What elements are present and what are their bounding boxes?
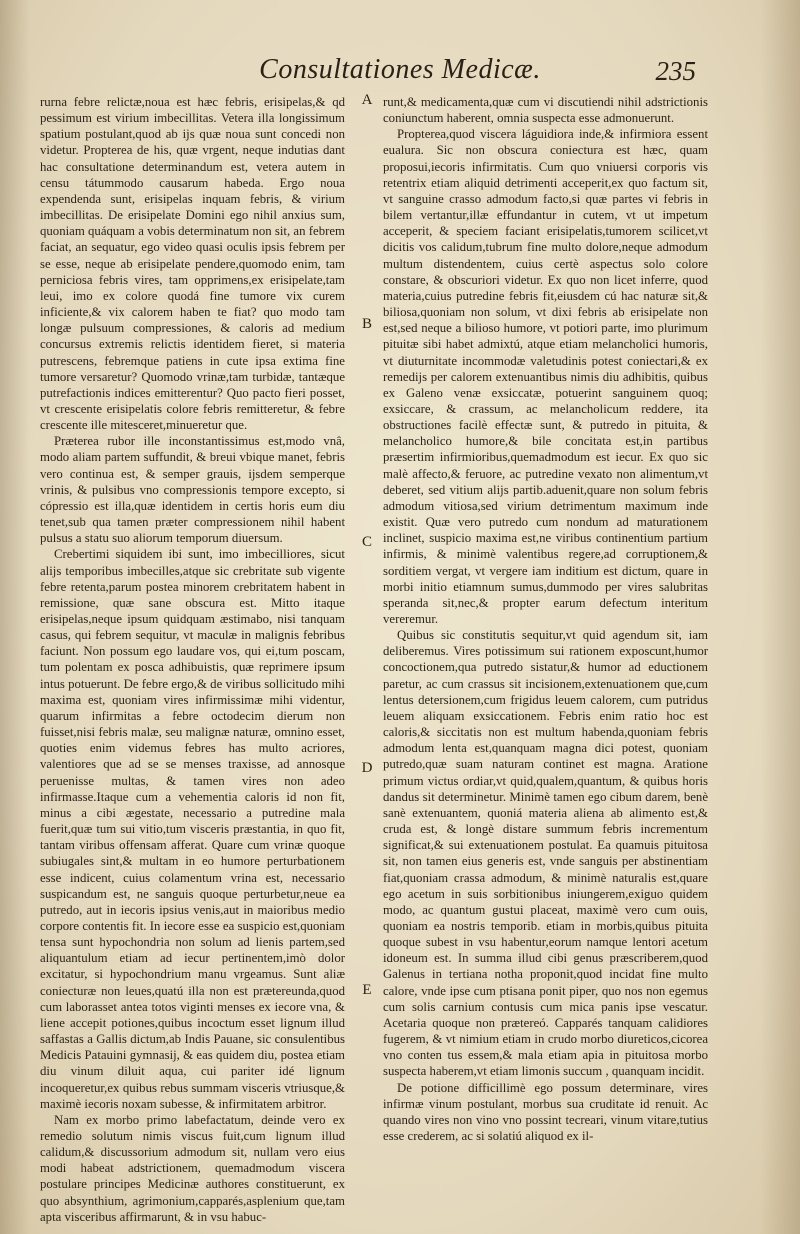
page-number: 235: [655, 56, 696, 86]
left-text-column: [40, 94, 345, 1225]
section-marker-d: D: [361, 760, 373, 776]
section-marker-b: B: [361, 316, 372, 332]
paragraph: De potione difficillimè ego possum determinare, vires infirmæ vinum postulant, morbus sua cruditate id renuit. Ac quando vires non vino vno possint tecreari, vinum vitare,tutius esse crederem, ac si solatiú aliquod ex il-: [383, 1080, 708, 1143]
paragraph: runt,& medicamenta,quæ cum vi discutiendi nihil adstrictionis coniunctum haberent, omnia suspecta esse admonuerunt.: [383, 95, 708, 126]
paragraph: Nam ex morbo primo labefactatum, deinde vero ex remedio solutum nimis viscus fuit,cum lignum illud calidum,& discussorium admodum sit, nullam vero eius modi habeat adstrictionem, quemadmodum viscera postulare principes Medicinæ authores constituerunt, ex quo absynthium, agrimonium,capparés,asplenium que,tam apta visceribus affirmarunt, & in vsu habuc-: [40, 1112, 345, 1224]
paragraph: Propterea,quod viscera láguidiora inde,& infirmiora essent eualura. Sic non obscura coniectura est hæc, quam proposui,iecoris infirmitatis. Cum quo vniuersi corporis vis retentrix etiam aliquid detrimenti acceperit,ex quo factum sit, vt sanguine crasso admodum facto,si quæ partes vi febris in bilem vertantur,illæ effundantur in cutem, vt ut impetum acceperit, & speciem faciant erisipelatis,tumorem scilicet,vt dicitis vos calidum,tubrum fine multo dolore,neque admodum multum distendentem, cuius certè aspectus solo colore constare, & obscuriori videtur. Ex quo non licet inferre, quod materia,cuius putredine febris fit,eiusdem cú hac naturæ sit,& biliosa,quoniam non solum, vt dixi febris ab erisipelate non est,sed neque a bilioso humore, vt potiori parte, imo plurimum pituitæ sibi habet admixtú, atque etiam melancholici humoris, vt diuturnitate incommodæ valetudinis potest coniectari,& ex remedijs per calorem extenuantibus nimis diu adhibitis, quibus ex Galeno venæ exsiccatæ, potuerint sanguinem quoq; exsiccare, & crassum, ac melancholicum reddere, ita obstructiones facilè effectæ sunt, & putredo in pituita, & melancholico humore,& bile concitata est,in partibus præsertim infirmioribus,quemadmodum est iecur. Ex quo sic malè affecto,& feruore, ac putredine vexato non alimentum,vt deberet, sed vitium alijs partib.aduenit,quare non solum febris admodum vitiosa,sed virium detrimentum maximum inde existit. Quæ vero putredo cum nondum ad maturationem inclinet, suspicio maxima est,ne viribus continentium partium infirmis, & minimè valentibus regere,ad corruptionem,& sorditiem vergat, vt vergere iam inditium est dictum, quare in morbi initio etiamnum sumus,dummodo per vires salubritas speranda sit,nec,& propter earum defectum interitum vereremur.: [383, 127, 708, 626]
paragraph: Præterea rubor ille inconstantissimus est,modo vnâ, modo aliam partem suffundit, & breui vbique manet, febris vero continua est, & semper grauis, ijsdem semperque vrinis, & pulsibus vno compressionis tempore excepto, si cópressio est illa,quæ identidem in certis horis eum diu tenet,sub qua tamen præter compressionem nihil habent pulsus a statu suo aliorum temporum diuersum.: [40, 434, 345, 546]
right-text-column: [383, 94, 708, 1144]
running-title: Consultationes Medicæ.: [259, 54, 541, 85]
paragraph: Crebertimi siquidem ibi sunt, imo imbecilliores, sicut alijs temporibus imbecilles,atque sic crebritate sub vigente febre retenta,parum postea minorem crebritatem habent in remissione, quæ sane obscura est. Mitto itaque erisipelas,neque ipsum quidquam æstimabo, nisi tanquam casus, qui febrem sequitur, vt maculæ in malignis febribus faciunt. Non possum ego laudare vos, qui ei,tum poscam, tum polentam ex posca adhibuistis, quæ reprimere ipsum intus potuerunt. De febre ergo,& de viribus sollicitudo mihi maxima est, quoniam vires infirmissimæ mihi videntur, quarum infirmitas a febre octodecim dierum non fuisset,nisi febris malæ, seu malignæ naturæ, omnino esset, quoties enim videmus febres has multo acriores, valentiores que ad se se menses traxisse, ad annosque peruenisse multas, & tamen vires non adeo infirmasse.Itaque cum a vehementia caloris id non fit, minus a cibi ægestate, necessario a putredine mala fuerit,quæ tum sui vitio,tum visceris præstantia, in quo fit, tantam viribus offensam afferat. Quare cum vrinæ quoque subiugales sint,& multam in eo humore perturbationem esse indicent, cuius colamentum vrina est, necessario suspicandum est, ne sanguis quoque perturbetur,neue ea putredo, aut in iecoris ipsius venis,aut in maioribus medio corpore contentis fit. In iecore esse ea suspicio est,quoniam tensa sunt hypochondria non solum ad lienis partem,sed aliquantulum etiam ad iecur pertinentem,imò dolor excitatur, si hypochondrium manu vrgeamus. Sunt aliæ coniecturæ non leues,quatú illa non est prætereunda,quod cum laborasset antea totos viginti menses ex iecore vna, & liene accepit potiones,quibus incoctum esset lignum illud saffastas a Gallis dictum,ab Indis Pauane, sic consulentibus Medicis Patauini gymnasij, & eas quidem diu, postea etiam diu vinum diluit aqua, cui pariter idé lignum incoqueretur,ex quibus rebus summam visceris vtriusque,& maximè iecoris noxam subesse, & infirmitatem arbitror.: [40, 547, 345, 1111]
page-edge-shadow: [760, 0, 800, 1234]
section-marker-c: C: [361, 534, 372, 550]
binding-shadow: [0, 0, 30, 1234]
paragraph: rurna febre relictæ,noua est hæc febris, erisipelas,& qd pessimum est virium imbecillitas. Vetera illa longissimum spatium postulant,quod ab ijs quæ noua sunt concedi non videtur. Propterea de his, quæ vrgent, neque indutias dant hac consultatione determinandum est, vetera autem in censu tátummodo causarum habeda. Ergo noua expendenda sunt, erisipelas inquam febris, & virium imbecillitas. De erisipelate Domini ego nihil anxius sum, quoniam quáquam a vobis determinatum non sit, an febrem faciat, an sequatur, ego video quasi oculis ipsis febrem per se esse, neque ab erisipelate pendere,quomodo enim, tam perniciosa febris vires, tam opprimens,ex erisipelate,tam leui, imo ex colore quodá fine tumore vix curem inficiente,& vix calorem haben te fiat? quo modo tam longæ pulsuum compressiones, & caloris ad medium concursus extremis relictis identidem fieret, si materia putrescens, febremque patiens in cute ipsa extima fine tumore versaretur? Quomodo vrinæ,tam turbidæ, tantæque putrefactionis indices emitterentur? Quo pacto fieri posset, vt crescente erisipelatis colore febris remitteretur, & febre crescente ille mitesceret,minueretur que.: [40, 95, 345, 433]
page-header: [0, 54, 800, 94]
section-marker-gutter: [355, 94, 379, 1194]
section-marker-e: E: [362, 982, 372, 998]
section-marker-a: A: [361, 92, 373, 108]
paragraph: Quibus sic constitutis sequitur,vt quid agendum sit, iam deliberemus. Vires potissimum sui rationem exposcunt,humor concoctionem,qua putredo sistatur,& humor ad eductionem paretur, ac cum crassus sit incisionem,extenuationem que,cum lentus detersionem,cum frigidus leuem calorem, cum putridus leuem aliquam exsiccationem. Febris enim ratio hoc est caloris,& siccitatis non est multum habenda,quoniam febris admodum lenta est,quanquam magna dici potest, quoniam putredo,quæ suam naturam continet est magna. Aratione primum victus ordiar,vt quid,qualem,quantum, & quibus horis dandus sit determinetur. Minimè tamen ego cibum darem, benè sanè extenuantem, quoniá materia aliena ab alimento est,& cruda est, & longè distare summum febris incrementum significat,& sui extenuationem postulat. Ea quamuis pituitosa sit, non tamen eius generis est, vnde sanguis per abstinentiam fiat,quoniam crassa admodum, & minimè naturalis est,quare ego acetum in suis sorbitionibus iniungerem,exiguo quidem modo, ac quantum gustui placeat, maximè vero cum ouis, quoniam ea nostris temporib. etiam in morbis,quibus pituita quoque subest in vsu habentur,eorum namque lentori acetum idoneum est. In summa illud cibi genus præscriberem,quod Galenus in tertiana notha proponit,quod incidat fine multo calore, vnde ipse cum ptisana ponit piper, quo nos non egemus cum solis carnium contusis cum mica panis ipse vescatur. Acetaria quoque non prætereó. Capparés tanquam calidiores fugerem, & vt nimium etiam in crudo morbo diureticos,cicorea vno conten tus essem,& mala etiam apia in pituitosa morbo suspecta haberem,vt etiam limonis succum , quanquam incidit.: [383, 628, 708, 1079]
